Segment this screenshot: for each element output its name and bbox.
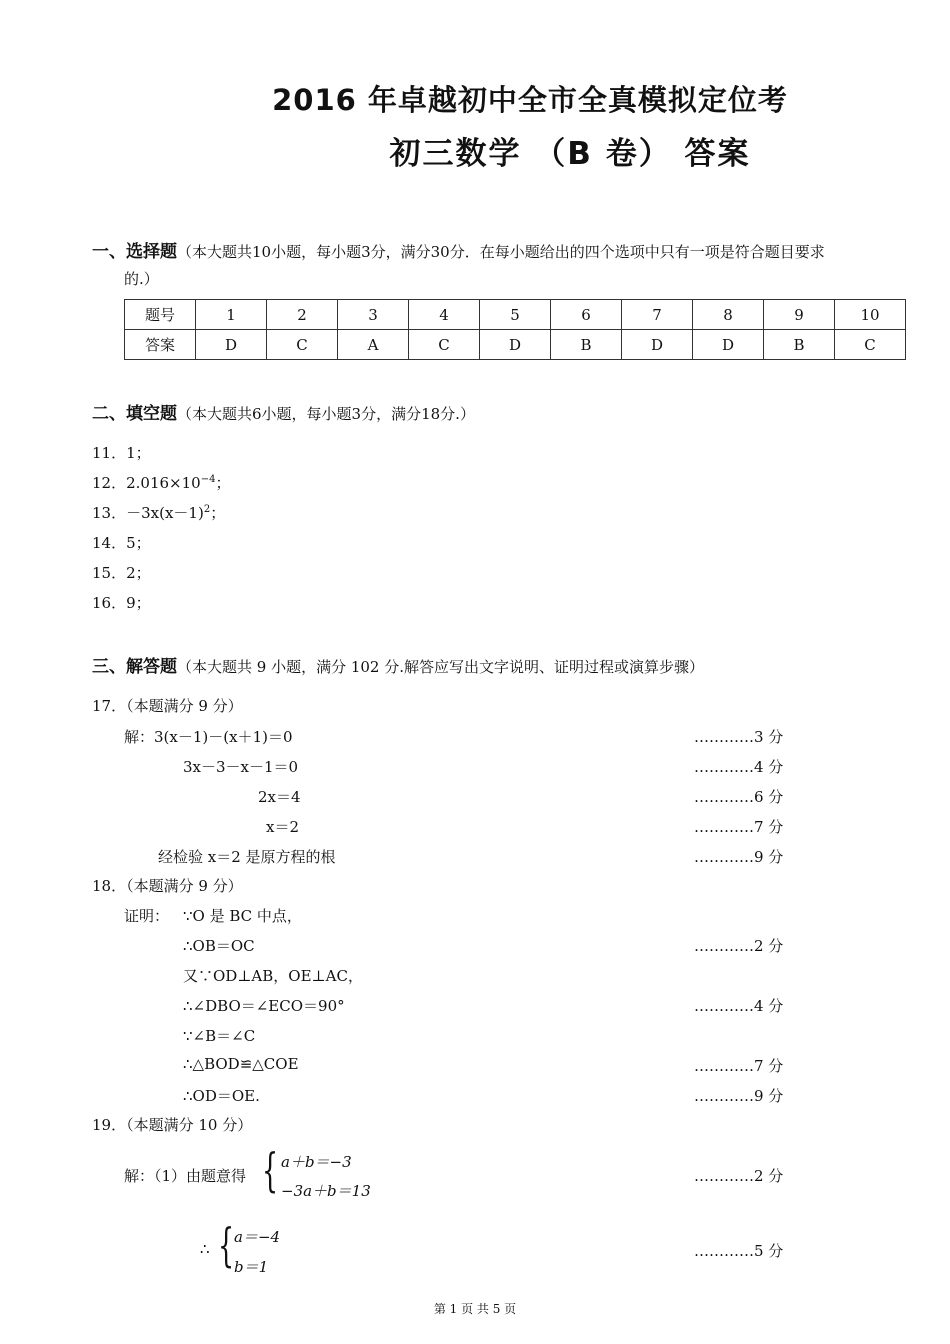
- q18-line: ∵∠B＝∠C: [183, 1027, 256, 1045]
- q19-eq2: −3a＋b＝13: [281, 1182, 371, 1200]
- table-cell: C: [835, 330, 906, 360]
- q18-score: …………7 分: [694, 1057, 784, 1075]
- page-subtitle: 初三数学 （B 卷） 答案: [389, 136, 751, 172]
- q17-score: …………4 分: [694, 758, 784, 776]
- answer-table: [124, 299, 906, 360]
- q18-label: 18．（本题满分 9 分）: [92, 877, 243, 895]
- q17-score: …………3 分: [694, 728, 784, 746]
- table-cell: 5: [480, 300, 551, 330]
- q18-line: ∴∠DBO＝∠ECO＝90°: [183, 997, 345, 1015]
- exponent: −4: [200, 474, 216, 485]
- section3-header: [92, 652, 704, 677]
- q18-score: …………2 分: [694, 937, 784, 955]
- q19-sol1: a＝−4: [234, 1228, 281, 1246]
- table-cell: 答案: [125, 330, 196, 360]
- table-cell: C: [409, 330, 480, 360]
- therefore-symbol: ∴: [200, 1240, 210, 1258]
- q18-score: …………9 分: [694, 1087, 784, 1105]
- table-row: [125, 330, 906, 360]
- q18-score: …………4 分: [694, 997, 784, 1015]
- q19-intro: 解：（1）由题意得: [124, 1167, 247, 1185]
- q18-line: 又∵OD⊥AB，OE⊥AC，: [183, 967, 363, 985]
- table-cell: 6: [551, 300, 622, 330]
- q19-label: 19．（本题满分 10 分）: [92, 1116, 253, 1134]
- q17-score: …………9 分: [694, 848, 784, 866]
- brace-icon: {: [262, 1143, 279, 1197]
- section1-heading: 一、选择题: [92, 242, 177, 262]
- table-cell: D: [196, 330, 267, 360]
- table-cell: 7: [622, 300, 693, 330]
- section1-header: [92, 237, 825, 262]
- list-item: 15．2；: [92, 564, 151, 582]
- q17-line: x＝2: [266, 818, 300, 836]
- page-title: 2016 年卓越初中全市全真模拟定位考: [272, 83, 788, 117]
- q18-line: ∴△BOD≌△COE: [183, 1055, 299, 1073]
- q18-line: ∴OB＝OC: [183, 937, 255, 955]
- table-cell: 4: [409, 300, 480, 330]
- table-cell: A: [338, 330, 409, 360]
- table-cell: D: [693, 330, 764, 360]
- q17-line: 3x－3－x－1＝0: [183, 758, 299, 776]
- section2-header: [92, 399, 475, 424]
- q17-line: 解：3(x－1)－(x＋1)＝0: [124, 728, 293, 746]
- brace-icon: {: [218, 1218, 235, 1272]
- table-cell: B: [551, 330, 622, 360]
- exponent: 2: [203, 504, 211, 515]
- table-cell: B: [764, 330, 835, 360]
- section2-desc: （本大题共6小题，每小题3分，满分18分.）: [177, 405, 475, 423]
- q19-score: …………2 分: [694, 1167, 784, 1185]
- q17-line: 经检验 x＝2 是原方程的根: [158, 848, 336, 866]
- list-item: [92, 472, 230, 493]
- table-cell: 3: [338, 300, 409, 330]
- item-tail: ；: [210, 504, 226, 522]
- section2-heading: 二、填空题: [92, 404, 177, 424]
- q17-score: …………7 分: [694, 818, 784, 836]
- q18-line: ∵O 是 BC 中点，: [183, 907, 302, 925]
- item-text: 13．－3x(x－1): [92, 504, 204, 522]
- section3-heading: 三、解答题: [92, 657, 177, 677]
- section1-desc: （本大题共10小题，每小题3分，满分30分．在每小题给出的四个选项中只有一项是符合题目要求: [177, 243, 825, 261]
- page-footer: 第 1 页 共 5 页: [433, 1302, 517, 1316]
- q17-line: 2x＝4: [258, 788, 301, 806]
- table-row: [125, 300, 906, 330]
- list-item: 14．5；: [92, 534, 151, 552]
- table-cell: D: [622, 330, 693, 360]
- q19-sol2: b＝1: [234, 1258, 269, 1276]
- list-item: 11．1；: [92, 444, 151, 462]
- table-cell: 2: [267, 300, 338, 330]
- table-cell: D: [480, 330, 551, 360]
- table-cell: 1: [196, 300, 267, 330]
- table-cell: 9: [764, 300, 835, 330]
- item-text: 12．2.016×10: [92, 474, 201, 492]
- item-tail: ；: [215, 474, 231, 492]
- q18-prefix: 证明：: [124, 907, 170, 925]
- table-cell: C: [267, 330, 338, 360]
- q17-label: 17．（本题满分 9 分）: [92, 697, 243, 715]
- list-item: [92, 502, 225, 523]
- q19-score: …………5 分: [694, 1242, 784, 1260]
- section3-desc: （本大题共 9 小题，满分 102 分.解答应写出文字说明、证明过程或演算步骤）: [177, 658, 705, 676]
- section1-desc-cont: 的.）: [124, 270, 159, 288]
- table-cell: 题号: [125, 300, 196, 330]
- q19-eq1: a＋b＝−3: [281, 1153, 352, 1171]
- q18-line: ∴OD＝OE.: [183, 1087, 260, 1105]
- table-cell: 10: [835, 300, 906, 330]
- q17-score: …………6 分: [694, 788, 784, 806]
- list-item: 16．9；: [92, 594, 151, 612]
- table-cell: 8: [693, 300, 764, 330]
